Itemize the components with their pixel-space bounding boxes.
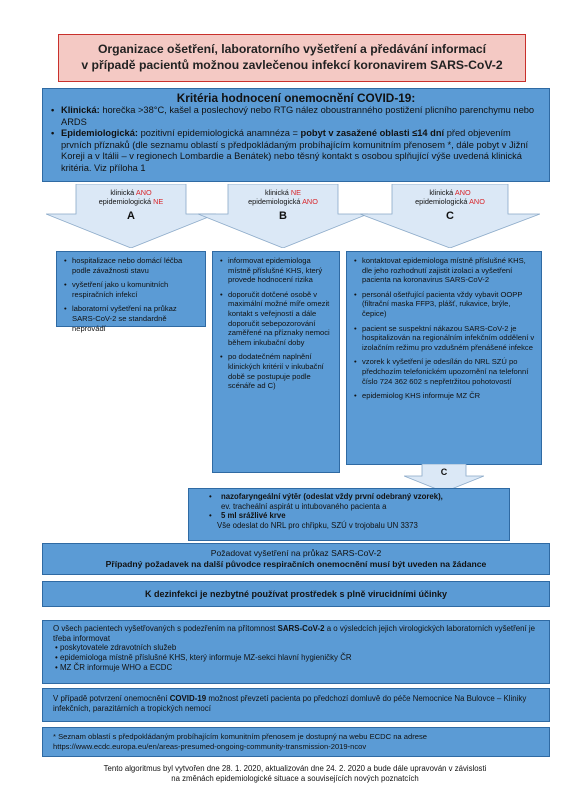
column-c-item: • epidemiolog KHS informuje MZ ČR [353,391,535,401]
arrow-b [198,184,368,248]
epi-text-bold: pobyt v zasažené oblasti ≤14 dní [300,128,445,139]
inform-intro: O všech pacientech vyšetřovaných s podezřením na přítomnost SARS-CoV-2 a o výsledcích jejich virologických laboratorních vyšetření je třeba informovat [53,624,536,643]
title-line-1: Organizace ošetření, laboratorního vyšetření a předávání informací [97,42,487,56]
column-c-list [353,256,535,401]
column-c-item: • pacient se suspektní nákazou SARS-CoV-2 je hospitalizován na regionálním infekčním oddělení v izolačním režimu pro vzdušném přenášené infekce [353,324,535,353]
column-a-item: • laboratorní vyšetření na průkaz SARS-CoV-2 se standardně neprovádí [63,304,199,333]
disinfection-text: K dezinfekci je nezbytné používat prostředek s plně virucidními účinky [144,589,448,599]
clinical-label: Klinická: [61,105,100,115]
confirmed-text-bold: COVID-19 [169,694,207,703]
column-b-list [219,256,333,391]
arrow-b-letter: B [279,210,287,222]
confirmed-text-2: možnost převzetí pacienta po předchozí domluvě do péče Nemocnice Na Bulovce – Kliniky infekčních, parazitárních a tropických nemocí [53,694,527,713]
column-b-item: • informovat epidemiologa místně příslušné KHS, který provede hodnocení rizika [219,256,333,285]
arrow-c [360,184,540,248]
arrow-c-letter: C [446,210,454,222]
confirmed-text-1: V případě potvrzení onemocnění [53,694,168,703]
disinfection-box [42,581,550,607]
arrow-c-label: klinická ANO epidemiologická ANO [415,188,485,206]
column-c-item: • kontaktovat epidemiologa místně příslušné KHS, dle jeho rozhodnutí zajistit izolaci a vyšetření pacienta na koronavirus SARS-CoV-2 [353,256,535,285]
footer-line-1: Tento algoritmus byl vytvořen dne 28. 1. 2020, aktualizován dne 24. 2. 2020 a bude dále upravován v závislosti [103,764,487,773]
column-c-box [346,251,542,465]
column-a-list [63,256,199,333]
arrow-c-down-letter: C [440,467,448,477]
note-line-1: * Seznam oblastí s předpokládaným probíhajícím komunitním přenosem je dostupný na webu ECDC na adrese [53,732,427,741]
column-c-item: • personál ošetřující pacienta vždy vybavit OOPP (filtrační maska FFP3, plášť, rukavice, brýle, čepice) [353,290,535,319]
criteria-list [51,105,541,175]
arrow-a [46,184,216,248]
inform-list [53,643,539,672]
footer-line-2: na změnách epidemiologické situace a souvisejících nových poznatcích [171,774,419,783]
column-a-item: • vyšetření jako u komunitních respiračních infekcí [63,280,199,299]
inform-item: • epidemiologa místně příslušné KHS, který informuje MZ-sekci hlavní hygieničky ČR [55,653,352,663]
criteria-heading: Kritéria hodnocení onemocnění COVID-19: [176,91,416,105]
note-link[interactable]: https://www.ecdc.europa.eu/en/areas-presumed-ongoing-community-transmission-2019-ncov [53,742,367,751]
inform-item: • MZ ČR informuje WHO a ECDC [55,662,173,672]
sample-item: • nazofaryngeální výtěr (odeslat vždy první odebraný vzorek), ev. tracheální aspirát u intubovaného pacienta a [213,492,503,511]
sample-item-continuation: ev. tracheální aspirát u intubovaného pacienta a [221,501,387,511]
clinical-text: horečka >38°C, kašel a poslechový nebo RTG nález oboustranného postižení plicního parenchymu nebo ARDS [61,105,535,127]
request-line-1: Požadovat vyšetření na průkaz SARS-CoV-2 [210,548,382,558]
request-box [42,543,550,575]
column-b-item: • po dodatečném naplnění klinických kritérií v inkubační době se postupuje podle scénáře ad C) [219,352,333,390]
column-c-item: • vzorek k vyšetření je odesílán do NRL SZÚ po předchozím telefonickém upozornění na telefonní číslo 724 362 602 s nepřetržitou pohotovostí [353,357,535,386]
epi-label: Epidemiologická: [61,128,138,139]
footer [40,764,550,784]
sample-note: Vše odeslat do NRL pro chřipku, SZÚ v trojobalu UN 3373 [217,520,418,530]
sample-box [188,488,510,541]
criteria-epidemiological [51,128,541,174]
epi-text-2: před objevením prvních příznaků (dle seznamu oblastí s předpokládaným probíhajícím komunitním přenosem *, dále pobyt v Jižní Koreji a v Itálii – v regionech Lombardie a Benátek) nebo těsný kontakt s osobou splňující výše uvedená klinická kritéria. Viz příloha 1 [61,128,529,173]
arrow-a-label: klinická ANO epidemiologická NE [98,188,164,206]
confirmed-box [42,688,550,722]
arrow-a-letter: A [127,210,135,222]
column-b-item: • doporučit dotčené osobě v maximální možné míře omezit kontakt s veřejností a dále doporučit sebepozorování zaměřené na příznaky nemoci během inkubační doby [219,290,333,348]
title-line-2: v případě pacientů možnou zavlečenou infekcí koronavirem SARS-CoV-2 [81,58,503,72]
criteria-clinical [51,105,541,128]
column-b-box [212,251,340,473]
column-a-item: • hospitalizace nebo domácí léčba podle závažnosti stavu [63,256,199,275]
arrow-b-label: klinická NE epidemiologická ANO [248,188,318,206]
inform-item: • poskytovatele zdravotních služeb [55,643,177,653]
sample-list [213,492,503,521]
document-title [58,34,526,82]
note-box [42,727,550,757]
inform-box [42,620,550,684]
column-a-box [56,251,206,333]
epi-text-1: pozitivní epidemiologická anamnéza = [140,128,298,139]
criteria-box [42,88,550,182]
request-line-2: Případný požadavek na další původce respiračních onemocnění musí být uveden na žádance [105,559,487,569]
sample-item: • 5 ml srážlivé krve [213,511,503,521]
